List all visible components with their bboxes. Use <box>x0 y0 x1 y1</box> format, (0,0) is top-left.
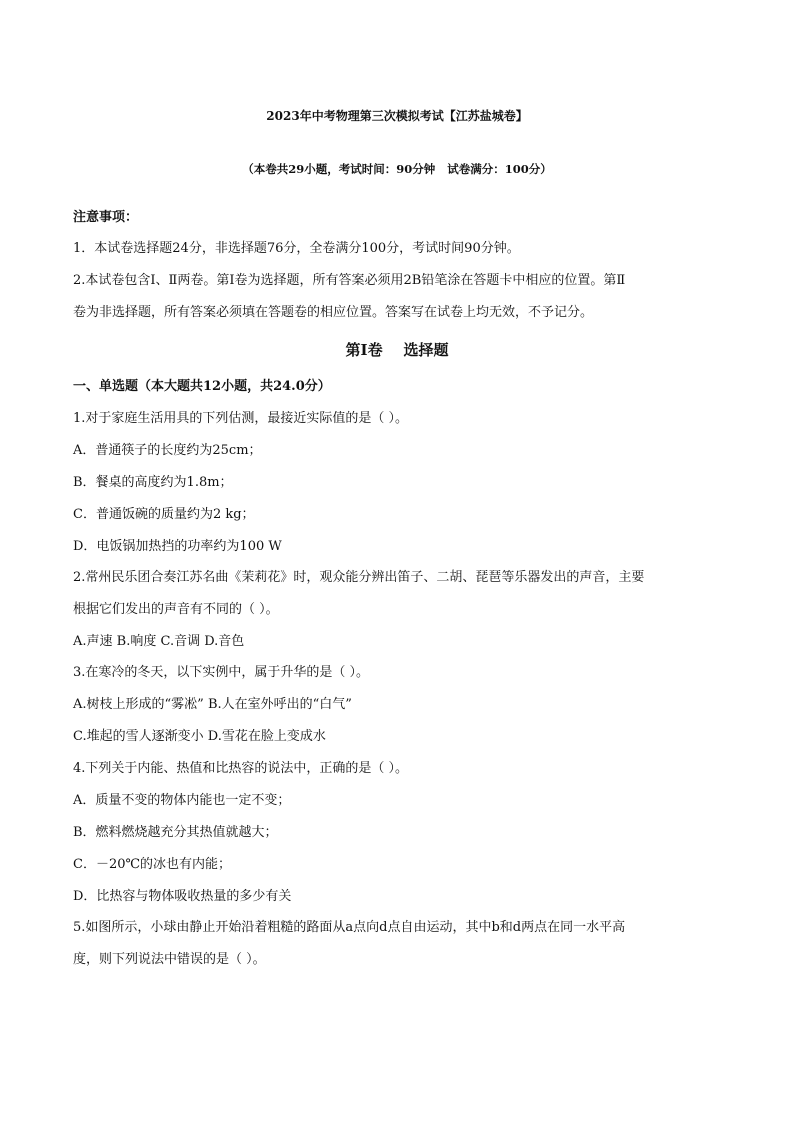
question-1-option-a: A．普通筷子的长度约为25cm； <box>73 443 262 458</box>
notes-heading: 注意事项： <box>73 210 139 225</box>
question-3-options-line-1: A.树枝上形成的“雾凇” B.人在室外呼出的“白气” <box>73 697 352 712</box>
notes-item-2-line-1: 2.本试卷包含Ⅰ、Ⅱ两卷。第Ⅰ卷为选择题，所有答案必须用2B铅笔涂在答题卡中相应的位置。第Ⅱ <box>73 273 626 288</box>
question-3-options-line-2: C.堆起的雪人逐渐变小 D.雪花在脸上变成水 <box>73 729 326 744</box>
notes-item-1: 1．本试卷选择题24分，非选择题76分，全卷满分100分，考试时间90分钟。 <box>73 241 520 256</box>
question-5-stem-line-1: 5.如图所示，小球由静止开始沿着粗糙的路面从a点向d点自由运动，其中b和d两点在同一水平高 <box>73 920 626 935</box>
question-1-option-b: B．餐桌的高度约为1.8m； <box>73 475 233 490</box>
question-5-stem-line-2: 度，则下列说法中错误的是（ ）。 <box>73 952 266 967</box>
question-3-stem: 3.在寒冷的冬天，以下实例中，属于升华的是（ ）。 <box>73 665 370 680</box>
question-4-option-c: C．－20℃的冰也有内能； <box>73 857 232 872</box>
question-4-option-d: D．比热容与物体吸收热量的多少有关 <box>73 889 292 904</box>
page-title: 2023年中考物理第三次模拟考试【江苏盐城卷】 <box>266 109 528 123</box>
exam-info: （本卷共29小题，考试时间：90分钟 试卷满分：100分） <box>242 162 552 176</box>
notes-item-2-line-2: 卷为非选择题，所有答案必须填在答题卷的相应位置。答案写在试卷上均无效，不予记分。 <box>73 305 594 320</box>
question-1-option-d: D．电饭锅加热挡的功率约为100 W <box>73 539 282 554</box>
question-4-stem: 4.下列关于内能、热值和比热容的说法中，正确的是（ ）。 <box>73 761 409 776</box>
question-2-stem-line-2: 根据它们发出的声音有不同的（ ）。 <box>73 602 279 617</box>
section-title: 第Ⅰ卷 选择题 <box>345 341 449 359</box>
question-4-option-a: A．质量不变的物体内能也一定不变； <box>73 793 291 808</box>
question-2-options: A.声速 B.响度 C.音调 D.音色 <box>73 634 245 649</box>
question-1-option-c: C．普通饭碗的质量约为2 kg； <box>73 507 255 522</box>
part-heading: 一、单选题（本大题共12小题，共24.0分） <box>73 379 331 394</box>
question-2-stem-line-1: 2.常州民乐团合奏江苏名曲《茉莉花》时，观众能分辨出笛子、二胡、琵琶等乐器发出的声音，主要 <box>73 570 645 585</box>
question-4-option-b: B．燃料燃烧越充分其热值就越大； <box>73 825 278 840</box>
question-1-stem: 1.对于家庭生活用具的下列估测，最接近实际值的是（ ）。 <box>73 411 409 426</box>
